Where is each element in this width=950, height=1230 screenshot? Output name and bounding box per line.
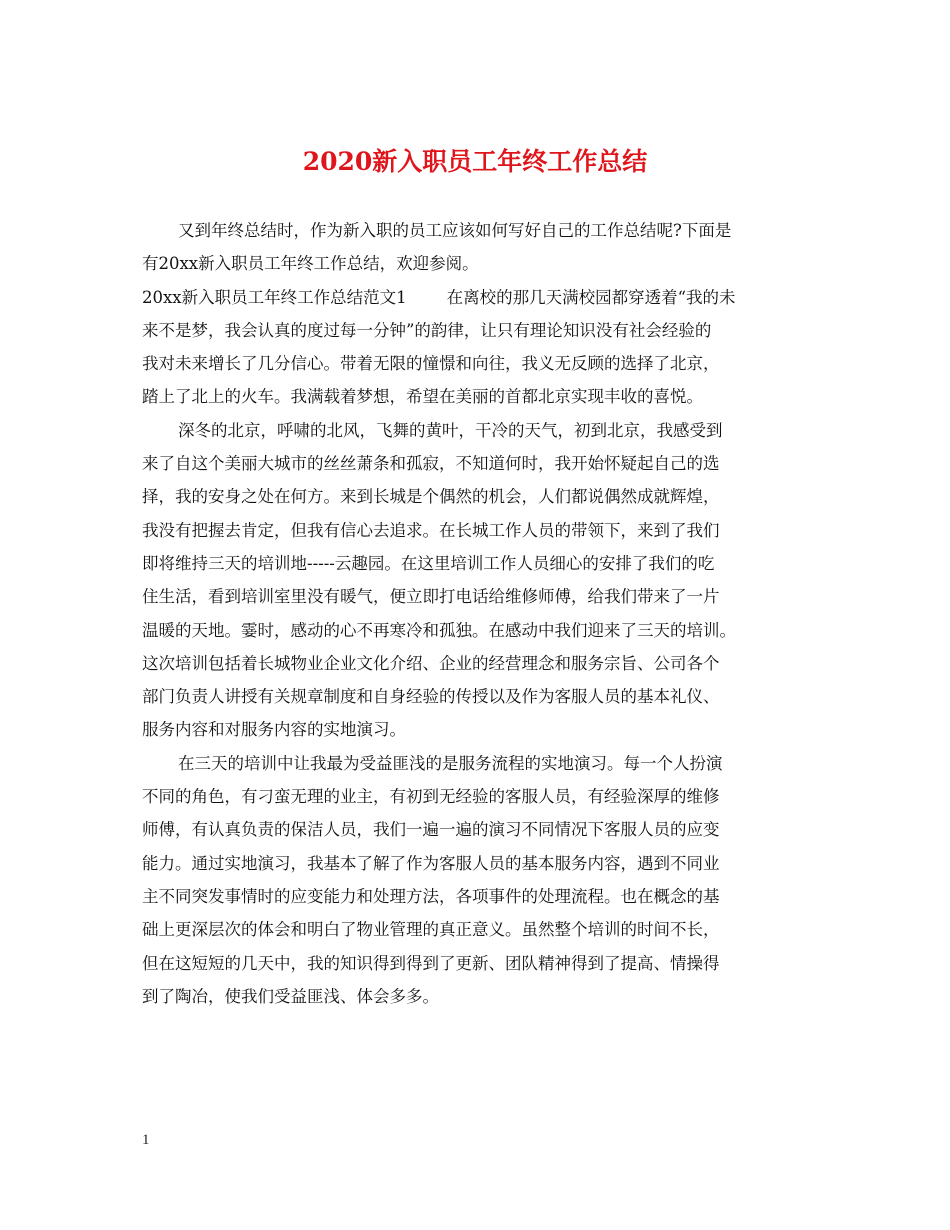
text-line: 服务内容和对服务内容的实地演习。 — [142, 720, 406, 740]
text-line: 部门负责人讲授有关规章制度和自身经验的传授以及作为客服人员的基本礼仪、 — [142, 687, 720, 707]
text-line: 择，我的安身之处在何方。来到长城是个偶然的机会，人们都说偶然成就辉煌， — [142, 487, 720, 507]
text-line: 踏上了北上的火车。我满载着梦想，希望在美丽的首都北京实现丰收的喜悦。 — [142, 387, 703, 407]
text-line: 不同的角色，有刁蛮无理的业主，有初到无经验的客服人员，有经验深厚的维修 — [142, 787, 720, 807]
page-number: 1 — [142, 1132, 150, 1148]
document-body — [142, 214, 812, 1013]
section-heading: 20xx新入职员工年终工作总结范文1 — [142, 287, 407, 307]
text-line: 到了陶冶，使我们受益匪浅、体会多多。 — [142, 986, 439, 1006]
text-line: 温暖的天地。霎时，感动的心不再寒冷和孤独。在感动中我们迎来了三天的培训。 — [142, 620, 736, 640]
text-line: 主不同突发事情时的应变能力和处理方法，各项事件的处理流程。也在概念的基 — [142, 886, 720, 906]
text-line: 但在这短短的几天中，我的知识得到得到了更新、团队精神得到了提高、情操得 — [142, 953, 720, 973]
text-line: 有20xx新入职员工年终工作总结，欢迎参阅。 — [142, 254, 479, 274]
text-line: 师傅，有认真负责的保洁人员，我们一遍一遍的演习不同情况下客服人员的应变 — [142, 820, 720, 840]
text-line: 能力。通过实地演习，我基本了解了作为客服人员的基本服务内容，遇到不同业 — [142, 853, 720, 873]
text-fragment: 在离校的那几天满校园都穿透着“我的未 — [446, 287, 736, 307]
text-line: 在三天的培训中让我最为受益匪浅的是服务流程的实地演习。每一个人扮演 — [178, 753, 723, 773]
text-line: 来不是梦，我会认真的度过每一分钟”的韵律，让只有理论知识没有社会经验的 — [142, 320, 712, 340]
text-line: 这次培训包括着长城物业企业文化介绍、企业的经营理念和服务宗旨、公司各个 — [142, 653, 720, 673]
text-line: 础上更深层次的体会和明白了物业管理的真正意义。虽然整个培训的时间不长， — [142, 920, 720, 940]
text-line: 即将维持三天的培训地-----云趣园。在这里培训工作人员细心的安排了我们的吃 — [142, 553, 715, 573]
text-line: 来了自这个美丽大城市的丝丝萧条和孤寂，不知道何时，我开始怀疑起自己的选 — [142, 454, 720, 474]
text-line: 又到年终总结时，作为新入职的员工应该如何写好自己的工作总结呢?下面是 — [178, 221, 732, 240]
text-line — [142, 281, 812, 314]
text-line: 住生活，看到培训室里没有暖气，便立即打电话给维修师傅，给我们带来了一片 — [142, 587, 720, 607]
text-line: 我没有把握去肯定，但我有信心去追求。在长城工作人员的带领下，来到了我们 — [142, 520, 720, 540]
document-title: 2020新入职员工年终工作总结 — [302, 147, 648, 176]
text-line: 我对未来增长了几分信心。带着无限的憧憬和向往，我义无反顾的选择了北京， — [142, 354, 720, 374]
text-line: 深冬的北京，呼啸的北风，飞舞的黄叶，干冷的天气，初到北京，我感受到 — [178, 420, 723, 440]
